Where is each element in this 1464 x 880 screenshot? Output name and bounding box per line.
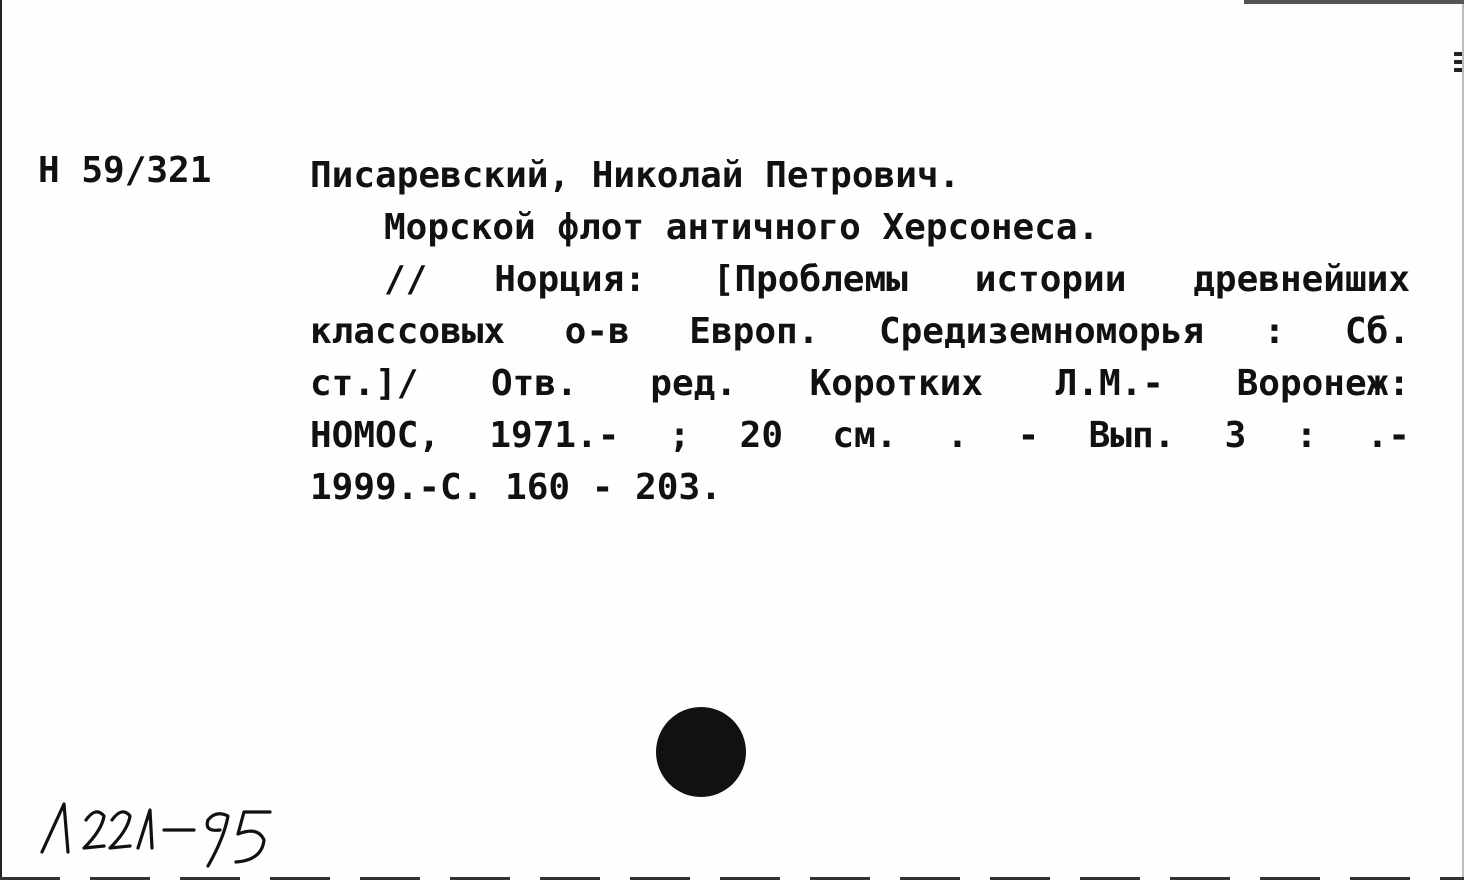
shelfmark: Н 59/321 — [38, 150, 212, 191]
word: Норция: — [494, 259, 646, 300]
handwritten-accession-number — [38, 790, 308, 870]
pages-line: 1999.-С. 160 - 203. — [310, 467, 722, 508]
word: истории — [974, 259, 1127, 300]
title-line: Морской флот античного Херсонеса. — [384, 207, 1100, 248]
word: Средиземноморья — [878, 311, 1205, 352]
word: Коротких — [809, 363, 983, 404]
word: : — [1295, 415, 1318, 456]
word: НОМОС, — [310, 415, 441, 456]
word: Европ. — [689, 311, 820, 352]
word: ст.]/ — [310, 363, 419, 404]
word: : — [1263, 311, 1286, 352]
entry-line-3 — [310, 358, 1410, 410]
word: древнейших — [1193, 259, 1410, 300]
word: 1971.- — [489, 415, 620, 456]
word: Отв. — [490, 363, 578, 404]
card-punch-hole — [656, 707, 746, 797]
word: Сб. — [1344, 311, 1410, 352]
author-line: Писаревский, Николай Петрович. — [310, 155, 961, 196]
word: классовых — [310, 311, 506, 352]
bibliographic-entry — [310, 150, 1410, 514]
word: Л.М.- — [1055, 363, 1164, 404]
edge-mark — [1454, 52, 1462, 74]
card-left-edge — [0, 0, 2, 880]
word: Воронеж: — [1236, 363, 1410, 404]
word: 3 — [1224, 415, 1247, 456]
word: 20 — [739, 415, 784, 456]
word: ; — [668, 415, 691, 456]
word: . — [946, 415, 969, 456]
word: .- — [1366, 415, 1410, 456]
word: - — [1017, 415, 1040, 456]
word: [Проблемы — [712, 259, 908, 300]
word: // — [384, 259, 428, 300]
word: о-в — [564, 311, 630, 352]
card-top-edge — [1244, 0, 1464, 4]
entry-line-2 — [310, 306, 1410, 358]
entry-line-1 — [310, 254, 1410, 306]
word: Вып. — [1088, 415, 1176, 456]
word: ред. — [650, 363, 737, 404]
entry-line-4 — [310, 410, 1410, 462]
word: см. — [832, 415, 898, 456]
